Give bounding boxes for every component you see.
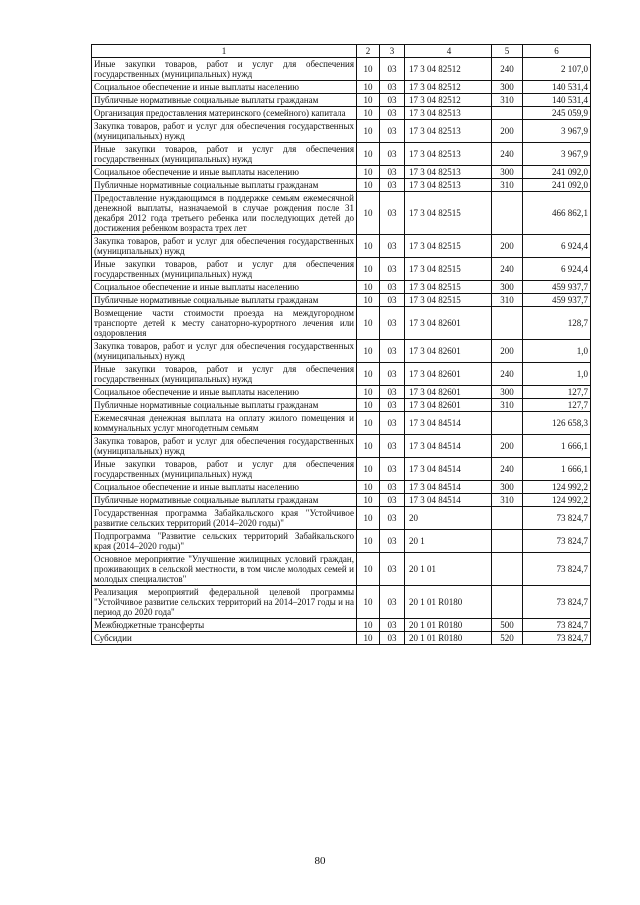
row-csr-cell: 17 3 04 82512 [405, 94, 492, 107]
row-vr-cell: 240 [492, 258, 523, 281]
row-pr-cell: 03 [380, 481, 405, 494]
row-csr-cell: 20 1 01 R0180 [405, 632, 492, 645]
row-pr-cell: 03 [380, 507, 405, 530]
row-pr-cell: 03 [380, 235, 405, 258]
header-col-6: 6 [523, 45, 591, 58]
table-row [92, 58, 591, 81]
header-col-1: 1 [92, 45, 357, 58]
row-sum-cell: 459 937,7 [523, 294, 591, 307]
row-sum-cell: 1 666,1 [523, 458, 591, 481]
row-vr-cell [492, 507, 523, 530]
row-vr-cell: 300 [492, 281, 523, 294]
row-csr-cell: 17 3 04 82515 [405, 281, 492, 294]
table-row [92, 412, 591, 435]
row-rz-cell: 10 [357, 58, 380, 81]
row-name-cell: Субсидии [92, 632, 357, 645]
row-name-cell: Межбюджетные трансферты [92, 619, 357, 632]
row-csr-cell: 17 3 04 82512 [405, 58, 492, 81]
row-vr-cell: 200 [492, 235, 523, 258]
row-vr-cell: 300 [492, 166, 523, 179]
row-pr-cell: 03 [380, 619, 405, 632]
row-pr-cell: 03 [380, 307, 405, 340]
row-name-cell: Иные закупки товаров, работ и услуг для обеспечения государственных (муниципальных) нужд [92, 258, 357, 281]
row-pr-cell: 03 [380, 530, 405, 553]
table-row [92, 107, 591, 120]
table-row [92, 192, 591, 235]
row-sum-cell: 127,7 [523, 386, 591, 399]
row-pr-cell: 03 [380, 107, 405, 120]
row-sum-cell: 73 824,7 [523, 586, 591, 619]
row-vr-cell: 300 [492, 481, 523, 494]
table-row [92, 586, 591, 619]
row-pr-cell: 03 [380, 494, 405, 507]
row-sum-cell: 140 531,4 [523, 94, 591, 107]
row-csr-cell: 20 1 01 R0180 [405, 586, 492, 619]
table-row [92, 294, 591, 307]
row-name-cell: Организация предоставления материнского (семейного) капитала [92, 107, 357, 120]
row-name-cell: Социальное обеспечение и иные выплаты населению [92, 166, 357, 179]
row-rz-cell: 10 [357, 619, 380, 632]
row-sum-cell: 459 937,7 [523, 281, 591, 294]
row-pr-cell: 03 [380, 399, 405, 412]
table-row [92, 435, 591, 458]
row-vr-cell: 500 [492, 619, 523, 632]
table-row [92, 553, 591, 586]
row-pr-cell: 03 [380, 94, 405, 107]
row-pr-cell: 03 [380, 143, 405, 166]
row-rz-cell: 10 [357, 553, 380, 586]
row-csr-cell: 20 1 [405, 530, 492, 553]
row-vr-cell [492, 553, 523, 586]
row-sum-cell: 6 924,4 [523, 235, 591, 258]
row-vr-cell [492, 530, 523, 553]
table-row [92, 458, 591, 481]
row-sum-cell: 6 924,4 [523, 258, 591, 281]
row-pr-cell: 03 [380, 458, 405, 481]
row-sum-cell: 1,0 [523, 340, 591, 363]
row-vr-cell [492, 307, 523, 340]
table-row [92, 632, 591, 645]
row-csr-cell: 17 3 04 82515 [405, 258, 492, 281]
row-rz-cell: 10 [357, 412, 380, 435]
row-rz-cell: 10 [357, 107, 380, 120]
row-vr-cell: 520 [492, 632, 523, 645]
row-rz-cell: 10 [357, 143, 380, 166]
row-name-cell: Иные закупки товаров, работ и услуг для обеспечения государственных (муниципальных) нужд [92, 458, 357, 481]
row-pr-cell: 03 [380, 586, 405, 619]
row-pr-cell: 03 [380, 553, 405, 586]
row-csr-cell: 17 3 04 82513 [405, 179, 492, 192]
row-csr-cell: 17 3 04 84514 [405, 494, 492, 507]
header-col-4: 4 [405, 45, 492, 58]
table-row [92, 399, 591, 412]
table-row [92, 235, 591, 258]
row-pr-cell: 03 [380, 632, 405, 645]
row-rz-cell: 10 [357, 340, 380, 363]
table-row [92, 179, 591, 192]
row-csr-cell: 17 3 04 84514 [405, 412, 492, 435]
row-sum-cell: 73 824,7 [523, 619, 591, 632]
row-sum-cell: 245 059,9 [523, 107, 591, 120]
row-name-cell: Социальное обеспечение и иные выплаты населению [92, 281, 357, 294]
row-rz-cell: 10 [357, 166, 380, 179]
row-csr-cell: 17 3 04 82601 [405, 340, 492, 363]
row-pr-cell: 03 [380, 412, 405, 435]
row-sum-cell: 3 967,9 [523, 120, 591, 143]
header-col-5: 5 [492, 45, 523, 58]
row-name-cell: Иные закупки товаров, работ и услуг для обеспечения государственных (муниципальных) нужд [92, 58, 357, 81]
row-rz-cell: 10 [357, 192, 380, 235]
row-csr-cell: 20 1 01 [405, 553, 492, 586]
row-vr-cell: 310 [492, 399, 523, 412]
row-csr-cell: 17 3 04 82601 [405, 386, 492, 399]
table-row [92, 258, 591, 281]
row-vr-cell: 310 [492, 494, 523, 507]
row-sum-cell: 3 967,9 [523, 143, 591, 166]
row-vr-cell: 300 [492, 386, 523, 399]
row-rz-cell: 10 [357, 94, 380, 107]
row-vr-cell [492, 586, 523, 619]
page-number: 80 [314, 855, 326, 867]
row-csr-cell: 17 3 04 82515 [405, 192, 492, 235]
row-sum-cell: 73 824,7 [523, 507, 591, 530]
row-pr-cell: 03 [380, 386, 405, 399]
row-csr-cell: 17 3 04 82515 [405, 235, 492, 258]
row-vr-cell: 200 [492, 435, 523, 458]
row-name-cell: Публичные нормативные социальные выплаты гражданам [92, 179, 357, 192]
budget-table [91, 44, 591, 645]
row-pr-cell: 03 [380, 166, 405, 179]
row-rz-cell: 10 [357, 120, 380, 143]
row-sum-cell: 73 824,7 [523, 553, 591, 586]
row-sum-cell: 241 092,0 [523, 179, 591, 192]
row-rz-cell: 10 [357, 235, 380, 258]
row-vr-cell: 310 [492, 94, 523, 107]
table-header-row [92, 45, 591, 58]
row-name-cell: Публичные нормативные социальные выплаты гражданам [92, 294, 357, 307]
row-sum-cell: 140 531,4 [523, 81, 591, 94]
row-vr-cell: 310 [492, 294, 523, 307]
row-csr-cell: 17 3 04 82513 [405, 120, 492, 143]
row-name-cell: Государственная программа Забайкальского края "Устойчивое развитие сельских территорий (2014–2020 годы)" [92, 507, 357, 530]
row-sum-cell: 73 824,7 [523, 530, 591, 553]
row-sum-cell: 127,7 [523, 399, 591, 412]
row-pr-cell: 03 [380, 258, 405, 281]
row-csr-cell: 17 3 04 84514 [405, 458, 492, 481]
row-rz-cell: 10 [357, 281, 380, 294]
row-vr-cell [492, 192, 523, 235]
row-sum-cell: 1,0 [523, 363, 591, 386]
row-vr-cell: 240 [492, 363, 523, 386]
row-name-cell: Закупка товаров, работ и услуг для обеспечения государственных (муниципальных) нужд [92, 340, 357, 363]
table-row [92, 619, 591, 632]
table-row [92, 386, 591, 399]
row-vr-cell: 200 [492, 340, 523, 363]
row-vr-cell: 200 [492, 120, 523, 143]
row-csr-cell: 17 3 04 82515 [405, 294, 492, 307]
table-row [92, 340, 591, 363]
row-csr-cell: 17 3 04 84514 [405, 481, 492, 494]
row-sum-cell: 2 107,0 [523, 58, 591, 81]
table-row [92, 507, 591, 530]
row-rz-cell: 10 [357, 458, 380, 481]
table-row [92, 481, 591, 494]
row-csr-cell: 17 3 04 82601 [405, 307, 492, 340]
row-name-cell: Реализация мероприятий федеральной целевой программы "Устойчивое развитие сельских территорий на 2014–2017 годы и на период до 2020 года" [92, 586, 357, 619]
row-rz-cell: 10 [357, 81, 380, 94]
row-rz-cell: 10 [357, 586, 380, 619]
row-name-cell: Возмещение части стоимости проезда на междугородном транспорте детей к месту санаторно-курортного лечения или оздоровления [92, 307, 357, 340]
table-row [92, 120, 591, 143]
row-name-cell: Ежемесячная денежная выплата на оплату жилого помещения и коммунальных услуг многодетным семьям [92, 412, 357, 435]
row-rz-cell: 10 [357, 294, 380, 307]
row-pr-cell: 03 [380, 294, 405, 307]
row-name-cell: Предоставление нуждающимся в поддержке семьям ежемесячной денежной выплаты, назначаемой в случае рождения после 31 декабря 2012 года третьего ребенка или последующих детей до достижения ребенком возраста трех лет [92, 192, 357, 235]
row-name-cell: Закупка товаров, работ и услуг для обеспечения государственных (муниципальных) нужд [92, 235, 357, 258]
row-name-cell: Социальное обеспечение и иные выплаты населению [92, 81, 357, 94]
row-pr-cell: 03 [380, 192, 405, 235]
table-body [92, 58, 591, 645]
row-name-cell: Иные закупки товаров, работ и услуг для обеспечения государственных (муниципальных) нужд [92, 363, 357, 386]
row-rz-cell: 10 [357, 307, 380, 340]
table-row [92, 307, 591, 340]
row-vr-cell: 310 [492, 179, 523, 192]
row-rz-cell: 10 [357, 530, 380, 553]
row-vr-cell: 300 [492, 81, 523, 94]
row-sum-cell: 126 658,3 [523, 412, 591, 435]
row-sum-cell: 1 666,1 [523, 435, 591, 458]
row-csr-cell: 17 3 04 82513 [405, 107, 492, 120]
row-rz-cell: 10 [357, 494, 380, 507]
row-pr-cell: 03 [380, 363, 405, 386]
table-row [92, 166, 591, 179]
header-col-2: 2 [357, 45, 380, 58]
table-row [92, 494, 591, 507]
row-vr-cell [492, 107, 523, 120]
row-sum-cell: 466 862,1 [523, 192, 591, 235]
row-name-cell: Иные закупки товаров, работ и услуг для обеспечения государственных (муниципальных) нужд [92, 143, 357, 166]
row-name-cell: Социальное обеспечение и иные выплаты населению [92, 481, 357, 494]
row-vr-cell: 240 [492, 143, 523, 166]
row-rz-cell: 10 [357, 507, 380, 530]
row-vr-cell: 240 [492, 58, 523, 81]
row-name-cell: Закупка товаров, работ и услуг для обеспечения государственных (муниципальных) нужд [92, 435, 357, 458]
row-csr-cell: 17 3 04 82601 [405, 399, 492, 412]
row-rz-cell: 10 [357, 632, 380, 645]
row-pr-cell: 03 [380, 340, 405, 363]
row-pr-cell: 03 [380, 81, 405, 94]
table-row [92, 530, 591, 553]
row-rz-cell: 10 [357, 179, 380, 192]
row-rz-cell: 10 [357, 435, 380, 458]
row-rz-cell: 10 [357, 399, 380, 412]
table-row [92, 363, 591, 386]
row-csr-cell: 20 1 01 R0180 [405, 619, 492, 632]
table-row [92, 281, 591, 294]
row-csr-cell: 20 [405, 507, 492, 530]
row-sum-cell: 124 992,2 [523, 481, 591, 494]
row-sum-cell: 73 824,7 [523, 632, 591, 645]
row-rz-cell: 10 [357, 481, 380, 494]
row-csr-cell: 17 3 04 82513 [405, 166, 492, 179]
row-vr-cell: 240 [492, 458, 523, 481]
row-csr-cell: 17 3 04 82513 [405, 143, 492, 166]
row-vr-cell [492, 412, 523, 435]
row-sum-cell: 128,7 [523, 307, 591, 340]
row-rz-cell: 10 [357, 363, 380, 386]
row-csr-cell: 17 3 04 82601 [405, 363, 492, 386]
row-rz-cell: 10 [357, 258, 380, 281]
row-name-cell: Публичные нормативные социальные выплаты гражданам [92, 494, 357, 507]
row-sum-cell: 241 092,0 [523, 166, 591, 179]
row-name-cell: Публичные нормативные социальные выплаты гражданам [92, 94, 357, 107]
table-row [92, 143, 591, 166]
row-csr-cell: 17 3 04 84514 [405, 435, 492, 458]
row-name-cell: Подпрограмма "Развитие сельских территорий Забайкальского края (2014–2020 годы)" [92, 530, 357, 553]
row-pr-cell: 03 [380, 120, 405, 143]
row-rz-cell: 10 [357, 386, 380, 399]
row-pr-cell: 03 [380, 58, 405, 81]
row-pr-cell: 03 [380, 281, 405, 294]
row-name-cell: Публичные нормативные социальные выплаты гражданам [92, 399, 357, 412]
row-name-cell: Социальное обеспечение и иные выплаты населению [92, 386, 357, 399]
row-name-cell: Закупка товаров, работ и услуг для обеспечения государственных (муниципальных) нужд [92, 120, 357, 143]
row-sum-cell: 124 992,2 [523, 494, 591, 507]
row-csr-cell: 17 3 04 82512 [405, 81, 492, 94]
row-pr-cell: 03 [380, 435, 405, 458]
table-row [92, 81, 591, 94]
header-col-3: 3 [380, 45, 405, 58]
table-row [92, 94, 591, 107]
row-name-cell: Основное мероприятие "Улучшение жилищных условий граждан, проживающих в сельской местности, в том числе молодых семей и молодых специалистов" [92, 553, 357, 586]
row-pr-cell: 03 [380, 179, 405, 192]
